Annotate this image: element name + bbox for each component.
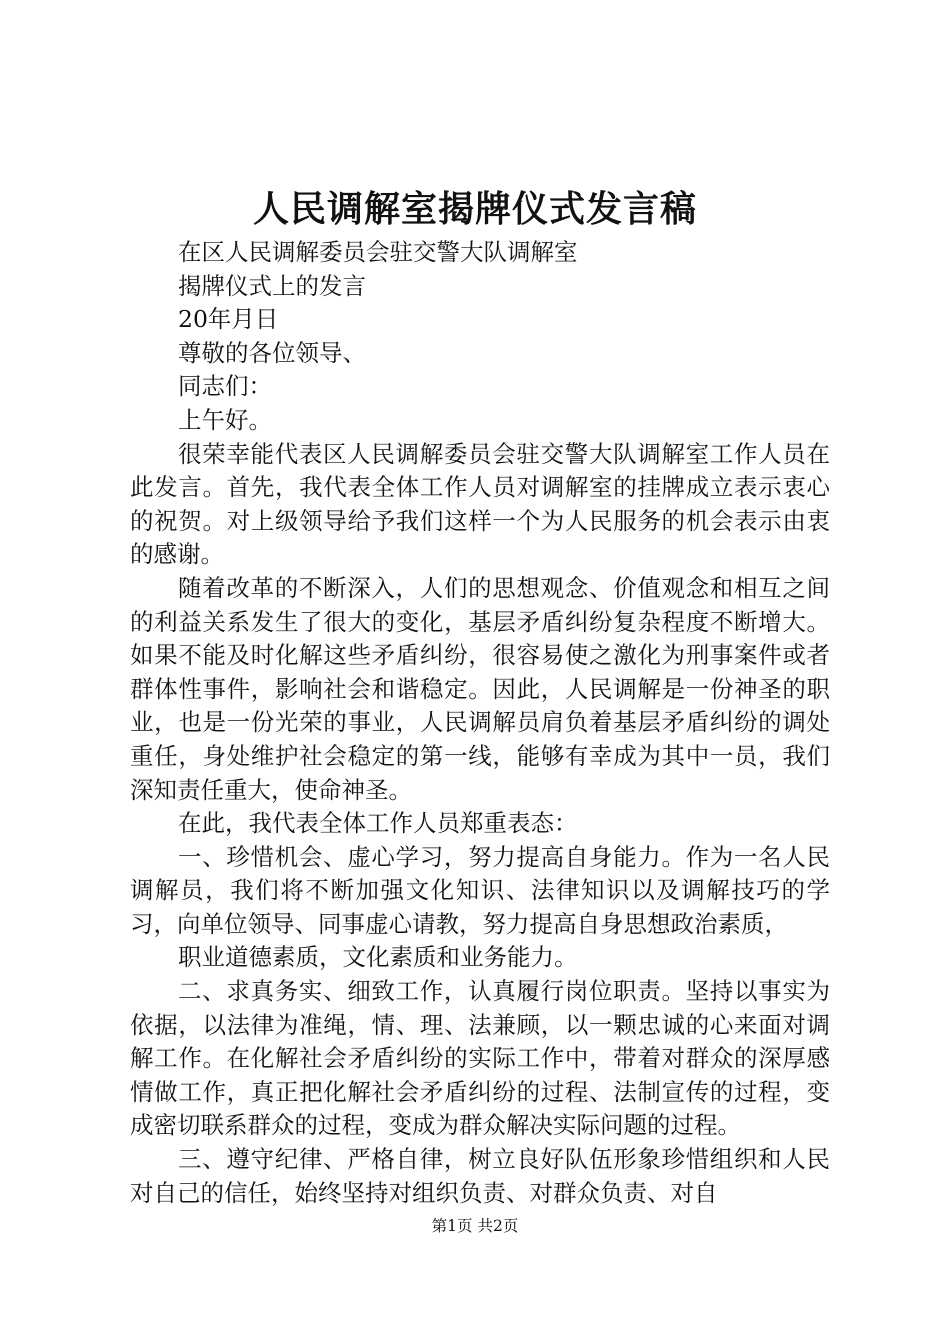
salutation-line: 尊敬的各位领导、 (178, 338, 366, 367)
salutation-line: 同志们： (178, 372, 272, 401)
heading-line: 揭牌仪式上的发言 (178, 271, 366, 300)
heading-line: 在区人民调解委员会驻交警大队调解室 (178, 238, 578, 266)
body-paragraph: 职业道德素质，文化素质和业务能力。 (178, 943, 578, 972)
body-paragraph: 很荣幸能代表区人民调解委员会驻交警大队调解室工作人员在此发言。首先，我代表全体工作人员对调解室的挂牌成立表示衷心的祝贺。对上级领导给予我们这样一个为人民服务的机会表示由衷的感谢。 (130, 439, 830, 569)
greeting-line: 上午好。 (178, 405, 272, 434)
body-paragraph: 二、求真务实、细致工作，认真履行岗位职责。坚持以事实为依据，以法律为准绳，情、理、法兼顾，以一颗忠诚的心来面对调解工作。在化解社会矛盾纠纷的实际工作中，带着对群众的深厚感情做工作，真正把化解社会矛盾纠纷的过程、法制宣传的过程，变成密切联系群众的过程，变成为群众解决实际问题的过程。 (130, 977, 830, 1140)
body-paragraph: 一、珍惜机会、虚心学习，努力提高自身能力。作为一名人民调解员，我们将不断加强文化知识、法律知识以及调解技巧的学习，向单位领导、同事虚心请教，努力提高自身思想政治素质， (130, 842, 830, 938)
body-paragraph: 在此，我代表全体工作人员郑重表态： (178, 809, 578, 838)
document-body (130, 236, 830, 1210)
date-line: 20年月日 (178, 305, 279, 334)
document-title: 人民调解室揭牌仪式发言稿 (252, 188, 697, 230)
body-paragraph: 随着改革的不断深入，人们的思想观念、价值观念和相互之间的利益关系发生了很大的变化，基层矛盾纠纷复杂程度不断增大。如果不能及时化解这些矛盾纠纷，很容易使之激化为刑事案件或者群体性事件，影响社会和谐稳定。因此，人民调解是一份神圣的职业，也是一份光荣的事业，人民调解员肩负着基层矛盾纠纷的调处重任，身处维护社会稳定的第一线，能够有幸成为其中一员，我们深知责任重大，使命神圣。 (130, 573, 830, 804)
body-paragraph: 三、遵守纪律、严格自律，树立良好队伍形象珍惜组织和人民对自己的信任，始终坚持对组织负责、对群众负责、对自 (130, 1145, 830, 1207)
page-number-footer: 第1页 共2页 (431, 1217, 519, 1235)
